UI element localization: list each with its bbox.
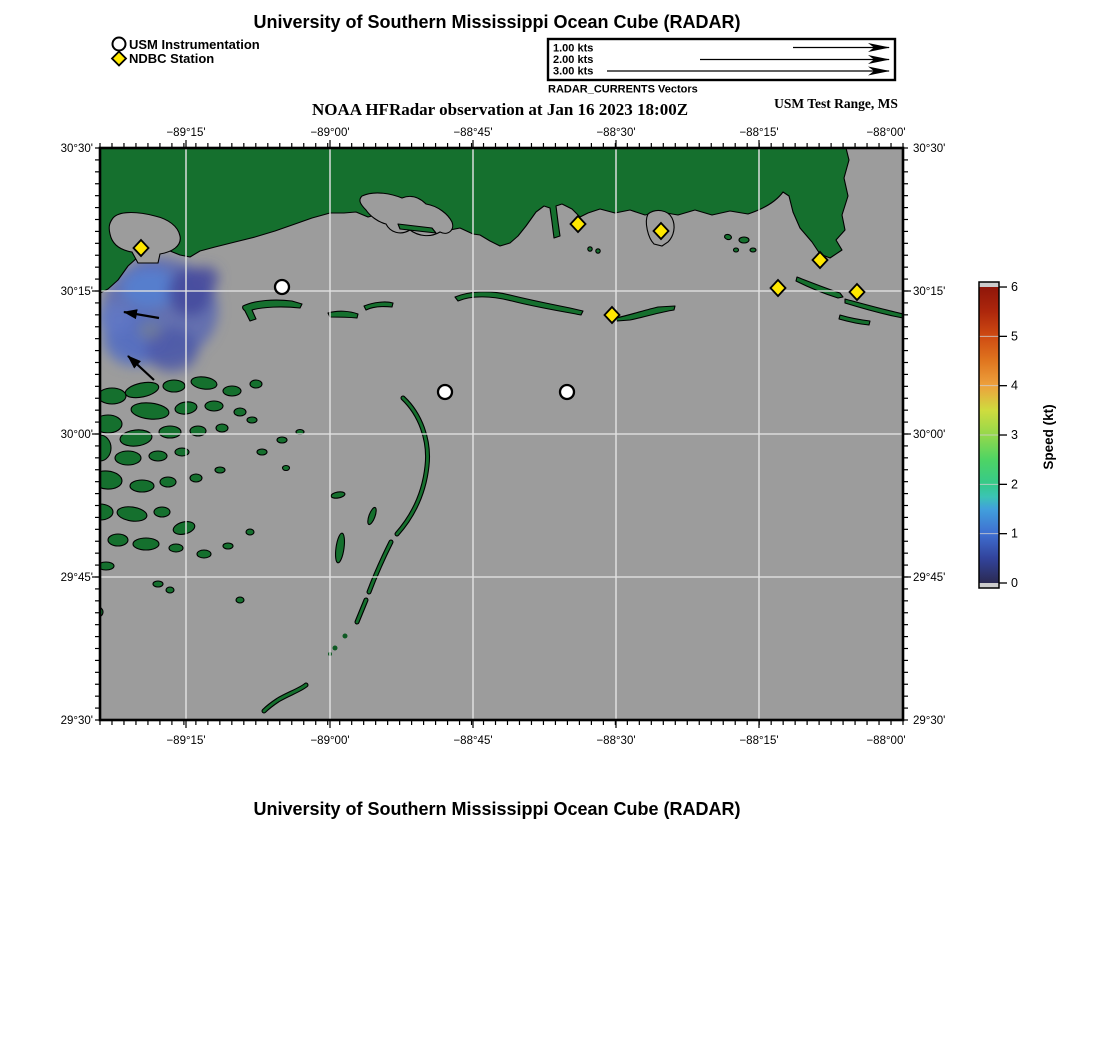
observation-subtitle: NOAA HFRadar observation at Jan 16 2023 18:00Z (311, 100, 689, 119)
ndbc-station-legend-label: NDBC Station (129, 51, 215, 66)
colorbar-tick: 1 (1011, 526, 1018, 541)
colorbar-tick: 0 (1011, 576, 1018, 590)
vector-scale-1kt-label: 1.00 kts (553, 42, 594, 55)
ndbc-station-legend-icon (112, 52, 126, 66)
vector-scale-2kt-label: 2.00 kts (553, 54, 594, 66)
lat-label-left: 30°30' (60, 143, 93, 155)
colorbar-tick: 5 (1011, 329, 1018, 344)
colorbar-tick-labels (1011, 280, 1018, 590)
lon-label-bottom: −88°15' (739, 735, 779, 747)
lat-label-right: 30°00' (913, 429, 946, 441)
colorbar-tick: 4 (1011, 378, 1018, 393)
lat-label-left: 29°30' (60, 715, 93, 727)
lat-label-left: 29°45' (60, 572, 93, 584)
lon-label-top: −89°15' (166, 127, 206, 139)
lon-label-top: −88°15' (739, 127, 779, 139)
lat-label-left: 30°15' (60, 286, 93, 298)
vector-scale-3kt-label: 3.00 kts (553, 65, 594, 78)
lon-label-top: −88°30' (596, 127, 636, 139)
lat-label-right: 29°45' (913, 572, 946, 584)
symbol-legend (112, 37, 260, 66)
colorbar (979, 280, 1056, 590)
colorbar-tick: 6 (1011, 280, 1018, 294)
lon-label-bottom: −88°45' (453, 735, 493, 747)
page-title: University of Southern Mississippi Ocean Cube (RADAR) (253, 12, 741, 32)
lon-label-top: −88°00' (866, 127, 906, 139)
lon-label-top: −89°00' (310, 127, 350, 139)
colorbar-tick: 3 (1011, 428, 1018, 442)
usm-instrumentation-legend-icon (113, 38, 126, 51)
usm-instrumentation-legend-label: USM Instrumentation (129, 37, 260, 52)
colorbar-tick: 2 (1011, 477, 1018, 492)
lat-label-right: 30°15' (913, 286, 946, 298)
usm-instrumentation-marker (560, 385, 574, 399)
lon-label-bottom: −89°00' (310, 735, 350, 747)
usm-instrumentation-marker (275, 280, 289, 294)
usm-instrumentation-marker (438, 385, 452, 399)
lon-label-top: −88°45' (453, 127, 493, 139)
test-range-label: USM Test Range, MS (774, 96, 898, 111)
colorbar-axis-label: Speed (kt) (1041, 404, 1056, 470)
vector-scale-legend (548, 39, 895, 96)
west-ship-island (328, 311, 358, 318)
lat-label-right: 30°30' (913, 143, 946, 155)
footer-title: University of Southern Mississippi Ocean Cube (RADAR) (253, 799, 741, 819)
lat-label-right: 29°30' (913, 715, 946, 727)
lon-label-bottom: −88°00' (866, 735, 906, 747)
lat-label-left: 30°00' (60, 429, 93, 441)
vector-scale-caption: RADAR_CURRENTS Vectors (548, 83, 698, 96)
lon-label-bottom: −88°30' (596, 735, 636, 747)
lon-label-bottom: −89°15' (166, 735, 206, 747)
